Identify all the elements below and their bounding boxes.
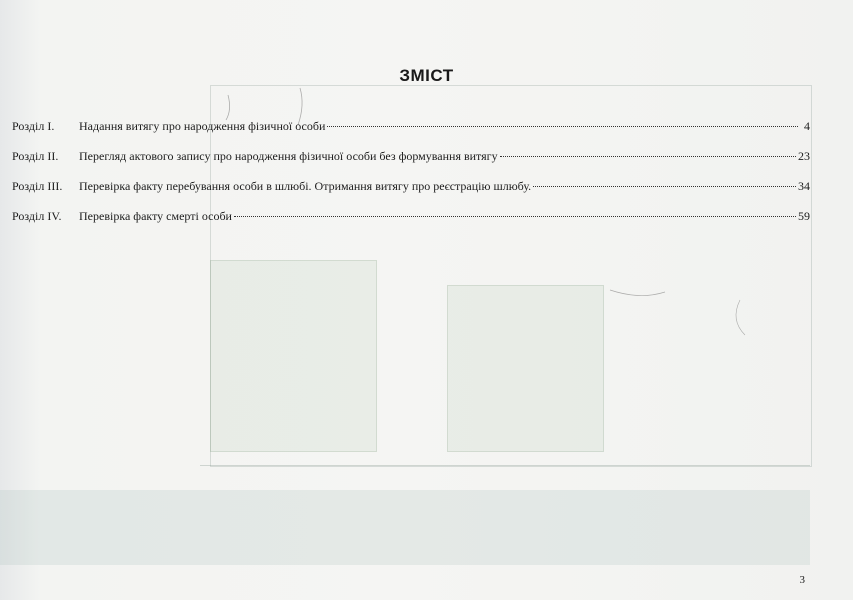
toc-entry — [12, 148, 810, 178]
toc-entry-title: Надання витягу про народження фізичної особи — [79, 119, 326, 133]
toc-entry-label: Розділ I. — [12, 119, 55, 133]
toc-entry-page: 4 — [804, 119, 810, 133]
toc-entry-page: 34 — [798, 179, 810, 193]
toc-entry-title: Перевірка факту перебування особи в шлюбі. Отримання витягу про реєстрацію шлюбу. — [79, 179, 532, 193]
toc-leader-dots — [234, 216, 796, 217]
toc-entry — [12, 208, 810, 238]
page-title: ЗМІСТ — [399, 66, 454, 85]
toc-leader-dots — [500, 156, 796, 157]
toc-entry-label: Розділ II. — [12, 149, 59, 163]
toc-entry-title: Перегляд актового запису про народження фізичної особи без формування витягу — [79, 149, 498, 163]
table-of-contents — [12, 118, 810, 238]
toc-entry-label: Розділ III. — [12, 179, 63, 193]
toc-entry-title: Перевірка факту смерті особи — [79, 209, 232, 223]
toc-leader-dots — [533, 186, 796, 187]
toc-entry-label: Розділ IV. — [12, 209, 62, 223]
toc-entry — [12, 178, 810, 208]
toc-entry-page: 59 — [798, 209, 810, 223]
toc-entry-page: 23 — [798, 149, 810, 163]
page-number: 3 — [799, 574, 805, 586]
toc-leader-dots — [327, 126, 798, 127]
toc-entry — [12, 118, 810, 148]
